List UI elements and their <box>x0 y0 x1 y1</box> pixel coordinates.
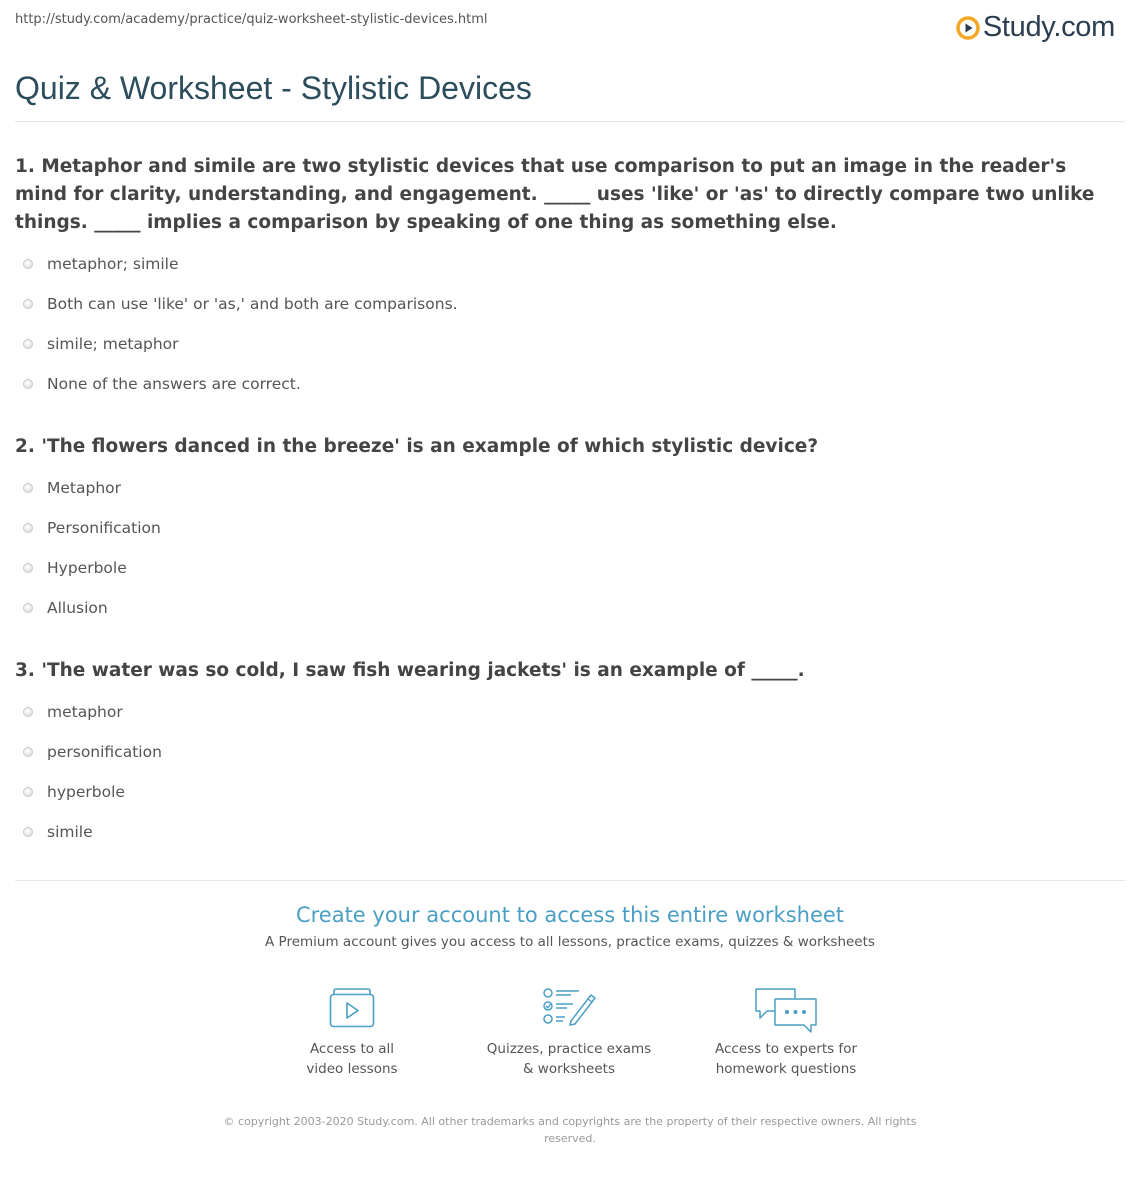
answer-label: metaphor <box>47 703 123 721</box>
answer-option[interactable] <box>15 244 1115 284</box>
answer-option[interactable] <box>15 468 1115 508</box>
answer-option[interactable] <box>15 772 1115 812</box>
cta-subtitle: A Premium account gives you access to all lessons, practice exams, quizzes & worksheets <box>265 934 875 950</box>
answer-label: hyperbole <box>47 783 125 801</box>
radio-button-icon[interactable] <box>23 299 33 309</box>
chat-bubbles-icon <box>753 985 819 1035</box>
answer-label: metaphor; simile <box>47 255 179 273</box>
radio-button-icon[interactable] <box>23 339 33 349</box>
answer-option[interactable] <box>15 732 1115 772</box>
question-1 <box>15 153 1115 404</box>
answer-label: Allusion <box>47 599 108 617</box>
answer-option[interactable] <box>15 692 1115 732</box>
radio-button-icon[interactable] <box>23 603 33 613</box>
radio-button-icon[interactable] <box>23 747 33 757</box>
feature-label-line: Access to all <box>309 1041 395 1057</box>
question-text: 3. 'The water was so cold, I saw fish wearing jackets' is an example of _____. <box>15 660 805 681</box>
answer-label: Personification <box>47 519 161 537</box>
answer-option[interactable] <box>15 364 1115 404</box>
radio-button-icon[interactable] <box>23 563 33 573</box>
feature-label-line: homework questions <box>715 1061 857 1077</box>
question-text: 2. 'The flowers danced in the breeze' is an example of which stylistic device? <box>15 436 819 457</box>
answer-option[interactable] <box>15 588 1115 628</box>
answer-options <box>15 244 1115 404</box>
answer-options <box>15 468 1115 628</box>
radio-button-icon[interactable] <box>23 523 33 533</box>
feature-label-line: Quizzes, practice exams <box>486 1041 652 1057</box>
page-title: Quiz & Worksheet - Stylistic Devices <box>15 70 532 106</box>
answer-label: Hyperbole <box>47 559 127 577</box>
answer-label: simile <box>47 823 93 841</box>
top-bar <box>15 11 1115 41</box>
radio-button-icon[interactable] <box>23 379 33 389</box>
feature-label <box>459 1039 679 1079</box>
quiz-checklist-icon <box>541 985 597 1029</box>
feature-quizzes <box>459 985 679 1079</box>
answer-option[interactable] <box>15 508 1115 548</box>
feature-label <box>676 1039 896 1079</box>
video-lesson-icon <box>326 985 378 1029</box>
answer-label: Both can use 'like' or 'as,' and both are comparisons. <box>47 295 458 313</box>
radio-button-icon[interactable] <box>23 787 33 797</box>
cta-divider <box>15 880 1125 881</box>
title-divider <box>15 121 1125 122</box>
answer-option[interactable] <box>15 324 1115 364</box>
create-account-link[interactable]: Create your account to access this entire worksheet <box>295 903 845 927</box>
answer-label: personification <box>47 743 162 761</box>
feature-experts <box>676 985 896 1079</box>
radio-button-icon[interactable] <box>23 827 33 837</box>
radio-button-icon[interactable] <box>23 483 33 493</box>
feature-label-line: & worksheets <box>522 1061 615 1077</box>
radio-button-icon[interactable] <box>23 707 33 717</box>
page-url[interactable]: http://study.com/academy/practice/quiz-worksheet-stylistic-devices.html <box>15 12 488 27</box>
logo-text: Study.com <box>982 11 1115 43</box>
copyright-footer: © copyright 2003-2020 Study.com. All other trademarks and copyrights are the property of their respective owners. All rights reserved. <box>223 1115 917 1145</box>
feature-label <box>242 1039 462 1079</box>
answer-options <box>15 692 1115 852</box>
feature-video-lessons <box>242 985 462 1079</box>
radio-button-icon[interactable] <box>23 259 33 269</box>
feature-label-line: video lessons <box>306 1061 398 1077</box>
answer-option[interactable] <box>15 548 1115 588</box>
answer-label: None of the answers are correct. <box>47 375 301 393</box>
question-3 <box>15 657 1115 852</box>
feature-label-line: Access to experts for <box>714 1041 857 1057</box>
answer-option[interactable] <box>15 812 1115 852</box>
study-logo[interactable] <box>956 11 1115 44</box>
answer-option[interactable] <box>15 284 1115 324</box>
play-logo-icon <box>956 16 980 40</box>
answer-label: simile; metaphor <box>47 335 179 353</box>
answer-label: Metaphor <box>47 479 122 497</box>
question-2 <box>15 433 1115 628</box>
question-text: 1. Metaphor and simile are two stylistic devices that use comparison to put an image in the reader's mind for clarity, understanding, and engagement. _____ uses 'like' or 'as' to directly compare two unlike things. _____ implies a comparison by speaking of one thing as something else. <box>15 156 1095 233</box>
